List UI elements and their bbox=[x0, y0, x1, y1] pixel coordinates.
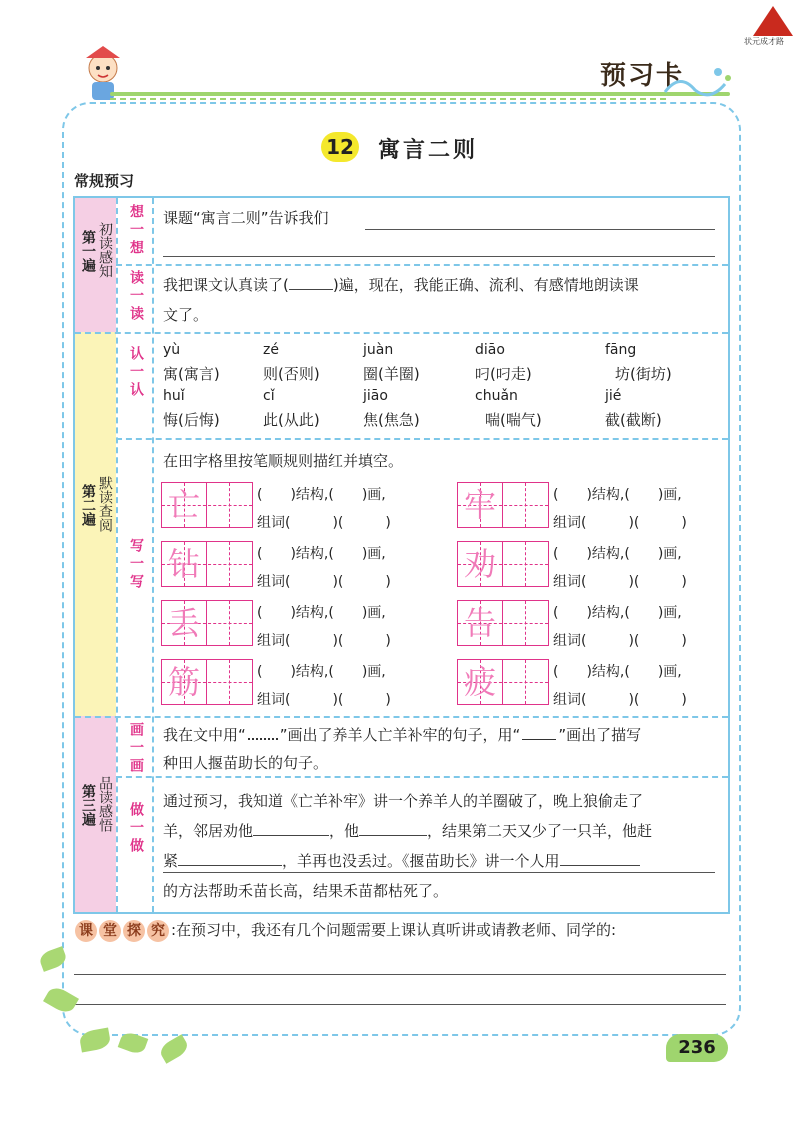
structure-blank[interactable]: ( )结构,( )画, bbox=[257, 664, 386, 680]
action-draw: 画一画 bbox=[128, 722, 144, 776]
do-prompt-part: ，羊再也没丢过。《揠苗助长》讲一个人用 bbox=[282, 852, 560, 870]
action-recognize: 认一认 bbox=[128, 346, 144, 400]
pass-1-label: 第一遍 bbox=[80, 230, 96, 272]
do-prompt-line1: 通过预习，我知道《亡羊补牢》讲一个养羊人的羊圈破了，晚上狼偷走了 bbox=[163, 792, 644, 810]
action-do: 做一做 bbox=[128, 802, 144, 856]
char-word: 寓(寓言) bbox=[163, 365, 220, 383]
answer-line[interactable] bbox=[74, 974, 726, 975]
answer-line[interactable] bbox=[163, 872, 715, 873]
pass-1-name: 初读感知 bbox=[97, 222, 113, 278]
pinyin: jiāo bbox=[363, 388, 388, 404]
lesson-number: 12 bbox=[321, 132, 359, 162]
divider bbox=[116, 438, 728, 440]
divider bbox=[116, 198, 118, 912]
draw-prompt-part: ”画出了养羊人亡羊补牢的句子，用“ bbox=[279, 726, 521, 744]
pinyin: fāng bbox=[605, 342, 637, 358]
trace-char: 钻 bbox=[167, 545, 200, 583]
tianzige-grid[interactable] bbox=[457, 600, 549, 646]
structure-blank[interactable]: ( )结构,( )画, bbox=[257, 546, 386, 562]
tianzige-grid[interactable] bbox=[161, 482, 253, 528]
draw-prompt-line1 bbox=[163, 724, 641, 745]
tianzige-grid[interactable] bbox=[457, 541, 549, 587]
tianzige-grid[interactable] bbox=[161, 600, 253, 646]
word-blank[interactable]: 组词( )( ) bbox=[257, 633, 391, 649]
wave-icon bbox=[660, 62, 740, 102]
trace-char: 丢 bbox=[167, 604, 200, 642]
read-prompt-line2: 文了。 bbox=[163, 306, 209, 324]
structure-blank[interactable]: ( )结构,( )画, bbox=[553, 487, 682, 503]
explore-tag: 探 bbox=[123, 920, 145, 942]
pinyin: chuǎn bbox=[475, 388, 518, 404]
tianzige-grid[interactable] bbox=[161, 541, 253, 587]
action-read: 读一读 bbox=[128, 270, 144, 324]
do-prompt-line2 bbox=[163, 820, 652, 841]
answer-line[interactable] bbox=[163, 256, 715, 257]
header-line-dashed bbox=[110, 98, 670, 100]
structure-blank[interactable]: ( )结构,( )画, bbox=[553, 664, 682, 680]
pinyin: zé bbox=[263, 342, 279, 358]
structure-blank[interactable]: ( )结构,( )画, bbox=[553, 605, 682, 621]
answer-blank[interactable] bbox=[178, 865, 282, 866]
answer-blank[interactable] bbox=[359, 835, 427, 836]
explore-tag: 堂 bbox=[99, 920, 121, 942]
preview-table bbox=[73, 196, 730, 914]
wavy-line-sample bbox=[248, 738, 278, 740]
structure-blank[interactable]: ( )结构,( )画, bbox=[553, 546, 682, 562]
read-prompt-after: )遍，现在，我能正确、流利、有感情地朗读课 bbox=[332, 276, 639, 294]
char-word: 喘(喘气) bbox=[485, 411, 542, 429]
read-prompt-before: 我把课文认真读了( bbox=[163, 276, 289, 294]
pass-2-cell bbox=[75, 332, 116, 716]
pass-2-name: 默读查阅 bbox=[97, 476, 113, 532]
word-blank[interactable]: 组词( )( ) bbox=[553, 692, 687, 708]
word-blank[interactable]: 组词( )( ) bbox=[553, 574, 687, 590]
explore-tag: 课 bbox=[75, 920, 97, 942]
char-word: 悔(后悔) bbox=[163, 411, 220, 429]
divider bbox=[75, 716, 728, 718]
do-prompt-part: ，结果第二天又少了一只羊，他赶 bbox=[427, 822, 653, 840]
structure-blank[interactable]: ( )结构,( )画, bbox=[257, 605, 386, 621]
pass-3-label: 第三遍 bbox=[80, 784, 96, 826]
trace-char: 告 bbox=[463, 604, 496, 642]
draw-prompt-line2: 种田人揠苗助长的句子。 bbox=[163, 754, 329, 772]
explore-text: :在预习中，我还有几个问题需要上课认真听讲或请教老师、同学的: bbox=[171, 921, 617, 939]
draw-prompt-part: 我在文中用“ bbox=[163, 726, 246, 744]
divider bbox=[116, 776, 728, 778]
think-prompt: 课题“寓言二则”告诉我们 bbox=[163, 209, 329, 227]
do-prompt-line4: 的方法帮助禾苗长高，结果禾苗都枯死了。 bbox=[163, 882, 449, 900]
draw-prompt-part: ”画出了描写 bbox=[558, 726, 642, 744]
do-prompt-part: ，他 bbox=[329, 822, 360, 840]
action-write: 写一写 bbox=[128, 538, 144, 592]
pinyin: cǐ bbox=[263, 388, 275, 404]
pinyin: jié bbox=[605, 388, 622, 404]
answer-line[interactable] bbox=[74, 1004, 726, 1005]
write-instruction: 在田字格里按笔顺规则描红并填空。 bbox=[163, 452, 404, 470]
divider bbox=[75, 332, 728, 334]
do-prompt-part: 紧 bbox=[163, 852, 179, 870]
trace-char: 牢 bbox=[463, 486, 496, 524]
do-prompt-part: 羊，邻居劝他 bbox=[163, 822, 254, 840]
word-blank[interactable]: 组词( )( ) bbox=[257, 515, 391, 531]
leaf-icon bbox=[157, 1034, 190, 1064]
read-count-blank[interactable] bbox=[289, 289, 333, 290]
char-word: 圈(羊圈) bbox=[363, 365, 420, 383]
straight-line-sample bbox=[522, 739, 556, 740]
char-word: 焦(焦急) bbox=[363, 411, 420, 429]
answer-blank[interactable] bbox=[253, 835, 329, 836]
tianzige-grid[interactable] bbox=[457, 482, 549, 528]
page-number: 236 bbox=[666, 1034, 728, 1062]
char-word: 截(截断) bbox=[605, 411, 662, 429]
pass-3-name: 品读感悟 bbox=[97, 776, 113, 832]
answer-blank[interactable] bbox=[560, 865, 640, 866]
trace-char: 劝 bbox=[463, 545, 496, 583]
answer-line[interactable] bbox=[365, 229, 715, 230]
char-word: 则(否则) bbox=[263, 365, 320, 383]
class-explore bbox=[75, 919, 616, 942]
tianzige-grid[interactable] bbox=[457, 659, 549, 705]
divider bbox=[116, 264, 728, 266]
section-heading: 常规预习 bbox=[74, 172, 135, 190]
read-prompt-line1 bbox=[163, 274, 639, 295]
pinyin: diāo bbox=[475, 342, 505, 358]
word-blank[interactable]: 组词( )( ) bbox=[257, 692, 391, 708]
pass-1-cell bbox=[75, 198, 116, 332]
structure-blank[interactable]: ( )结构,( )画, bbox=[257, 487, 386, 503]
pass-3-cell bbox=[75, 716, 116, 912]
char-word: 坊(街坊) bbox=[615, 365, 672, 383]
word-blank[interactable]: 组词( )( ) bbox=[553, 515, 687, 531]
word-blank[interactable]: 组词( )( ) bbox=[553, 633, 687, 649]
word-blank[interactable]: 组词( )( ) bbox=[257, 574, 391, 590]
explore-tag: 究 bbox=[147, 920, 169, 942]
do-prompt-line3 bbox=[163, 850, 640, 871]
brand-logo-icon bbox=[753, 6, 793, 36]
char-word: 叼(叼走) bbox=[475, 365, 532, 383]
trace-char: 筋 bbox=[167, 663, 200, 701]
pinyin: huǐ bbox=[163, 388, 185, 404]
tianzige-grid[interactable] bbox=[161, 659, 253, 705]
divider bbox=[152, 198, 154, 912]
brand-logo-text: 状元成才路 bbox=[744, 37, 784, 46]
card-label: 预习卡 bbox=[600, 61, 685, 91]
pinyin: yù bbox=[163, 342, 181, 358]
char-word: 此(从此) bbox=[263, 411, 320, 429]
trace-char: 疲 bbox=[463, 663, 496, 701]
pinyin: juàn bbox=[363, 342, 394, 358]
pass-2-label: 第二遍 bbox=[80, 484, 96, 526]
trace-char: 亡 bbox=[167, 486, 200, 524]
action-think: 想一想 bbox=[128, 204, 144, 258]
header-line bbox=[110, 92, 730, 96]
lesson-title: 寓言二则 bbox=[378, 138, 479, 163]
